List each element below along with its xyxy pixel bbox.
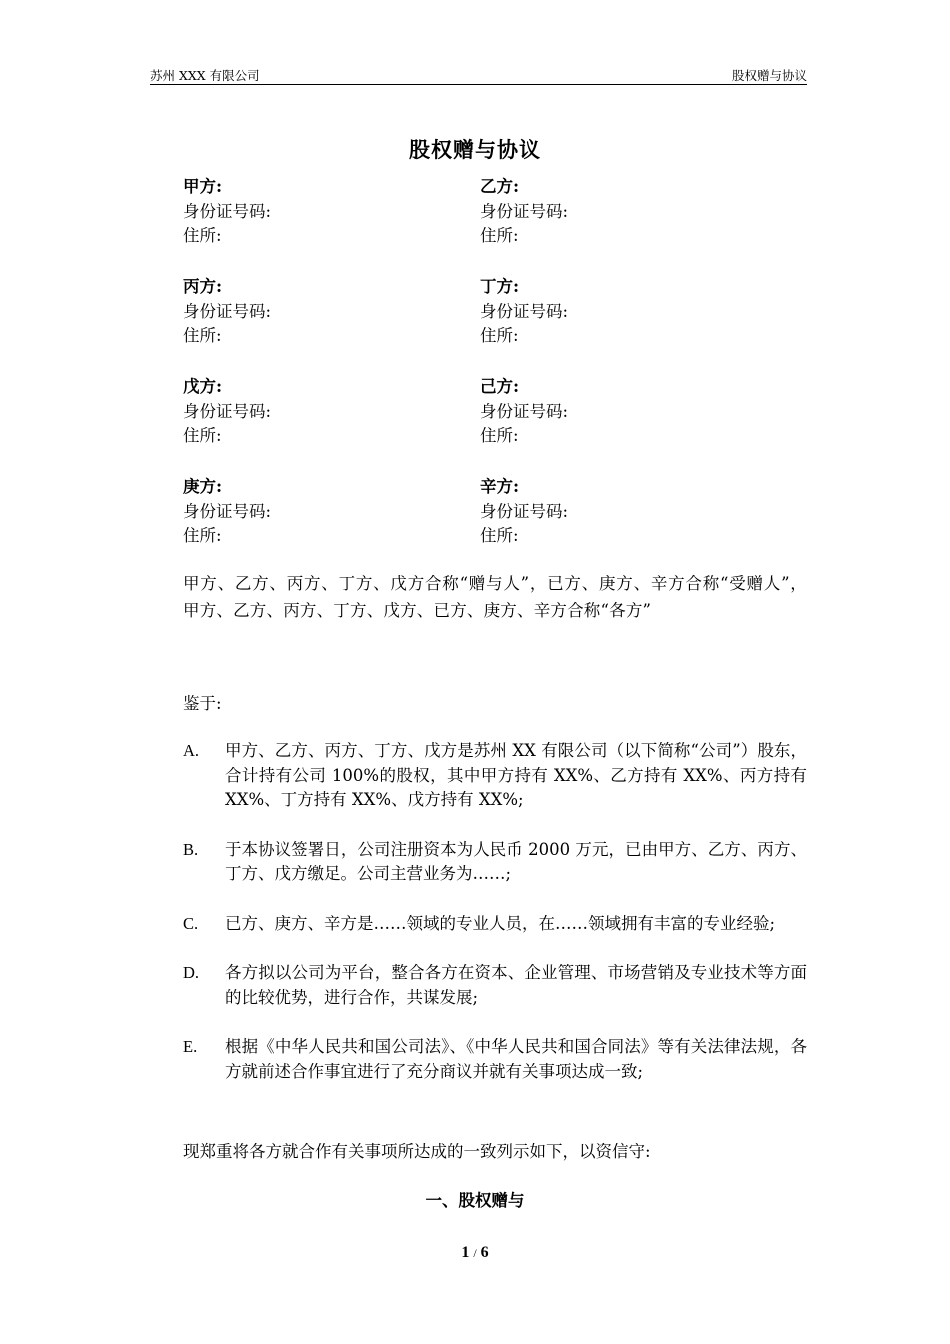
party-row [183,275,823,375]
party-ji [480,375,777,475]
party-address-label: 住所: [480,426,519,445]
recital-text: 根据《中华人民共和国公司法》、《中华人民共和国合同法》等有关法律法规，各方就前述合作事宜进行了充分商议并就有关事项达成一致; [225,1037,807,1081]
recital-text: 各方拟以公司为平台，整合各方在资本、企业管理、市场营销及专业技术等方面的比较优势，进行合作，共谋发展; [225,963,807,1007]
recital-letter: A. [183,741,200,760]
party-wu [183,375,480,475]
party-id-label: 身份证号码: [183,501,272,521]
party-address-label: 住所: [480,226,519,245]
party-address-label: 住所: [183,226,222,245]
party-name: 丁方: [480,277,520,296]
party-name: 己方: [480,377,520,396]
document-title: 股权赠与协议 [409,137,541,162]
party-id-label: 身份证号码: [480,201,569,221]
party-ding [480,275,777,375]
parties-block [183,175,823,575]
recital-item [183,838,807,887]
party-name: 庚方: [183,477,223,496]
party-name: 丙方: [183,277,223,296]
parties-summary: 甲方、乙方、丙方、丁方、戊方合称“赠与人”，已方、庚方、辛方合称“受赠人”， 甲方、乙方、丙方、丁方、戊方、已方、庚方、辛方合称“各方” [183,574,807,620]
closing-statement: 现郑重将各方就合作有关事项所达成的一致列示如下，以资信守: [183,1142,651,1161]
party-row [183,175,823,275]
party-row [183,475,823,575]
recital-text: 甲方、乙方、丙方、丁方、戊方是苏州 XX 有限公司（以下简称“公司”）股东，合计持有公司 100%的股权，其中甲方持有 XX%、乙方持有 XX%、丙方持有 XX%、丁方持有 XX%、戊方持有 XX%; [225,741,807,809]
party-bing [183,275,480,375]
page-footer [0,1244,950,1262]
recitals-list [183,739,807,1109]
recital-text: 已方、庚方、辛方是……领域的专业人员，在……领域拥有丰富的专业经验; [225,913,776,933]
party-id-label: 身份证号码: [480,401,569,421]
recital-item [183,739,807,813]
recital-item [183,912,807,937]
party-jia [183,175,480,275]
party-xin [480,475,777,575]
party-address-label: 住所: [480,326,519,345]
whereas-heading: 鉴于: [183,694,222,713]
party-address-label: 住所: [183,526,222,545]
recital-item [183,1035,807,1084]
page-header [150,66,807,85]
recital-letter: C. [183,913,199,933]
recital-text: 于本协议签署日，公司注册资本为人民币 2000 万元，已由甲方、乙方、丙方、丁方、戊方缴足。公司主营业务为……; [225,839,807,883]
header-doc-title: 股权赠与协议 [731,68,807,83]
party-id-label: 身份证号码: [183,401,272,421]
page-separator: / [473,1246,477,1260]
recital-letter: B. [183,839,199,859]
party-yi [480,175,777,275]
party-geng [183,475,480,575]
party-id-label: 身份证号码: [183,301,272,321]
party-name: 辛方: [480,477,520,496]
party-address-label: 住所: [183,426,222,445]
party-id-label: 身份证号码: [480,501,569,521]
party-name: 戊方: [183,377,223,396]
section-heading: 一、股权赠与 [425,1191,525,1210]
party-address-label: 住所: [183,326,222,345]
recital-letter: D. [183,963,200,982]
party-name: 乙方: [480,177,520,196]
header-company: 苏州 XXX 有限公司 [150,68,260,83]
party-id-label: 身份证号码: [183,201,272,221]
page-total: 6 [480,1244,489,1261]
recital-item [183,961,807,1010]
page-number: 1 [461,1244,470,1261]
recital-letter: E. [183,1037,198,1056]
party-row [183,375,823,475]
party-name: 甲方: [183,177,223,196]
party-id-label: 身份证号码: [480,301,569,321]
party-address-label: 住所: [480,526,519,545]
